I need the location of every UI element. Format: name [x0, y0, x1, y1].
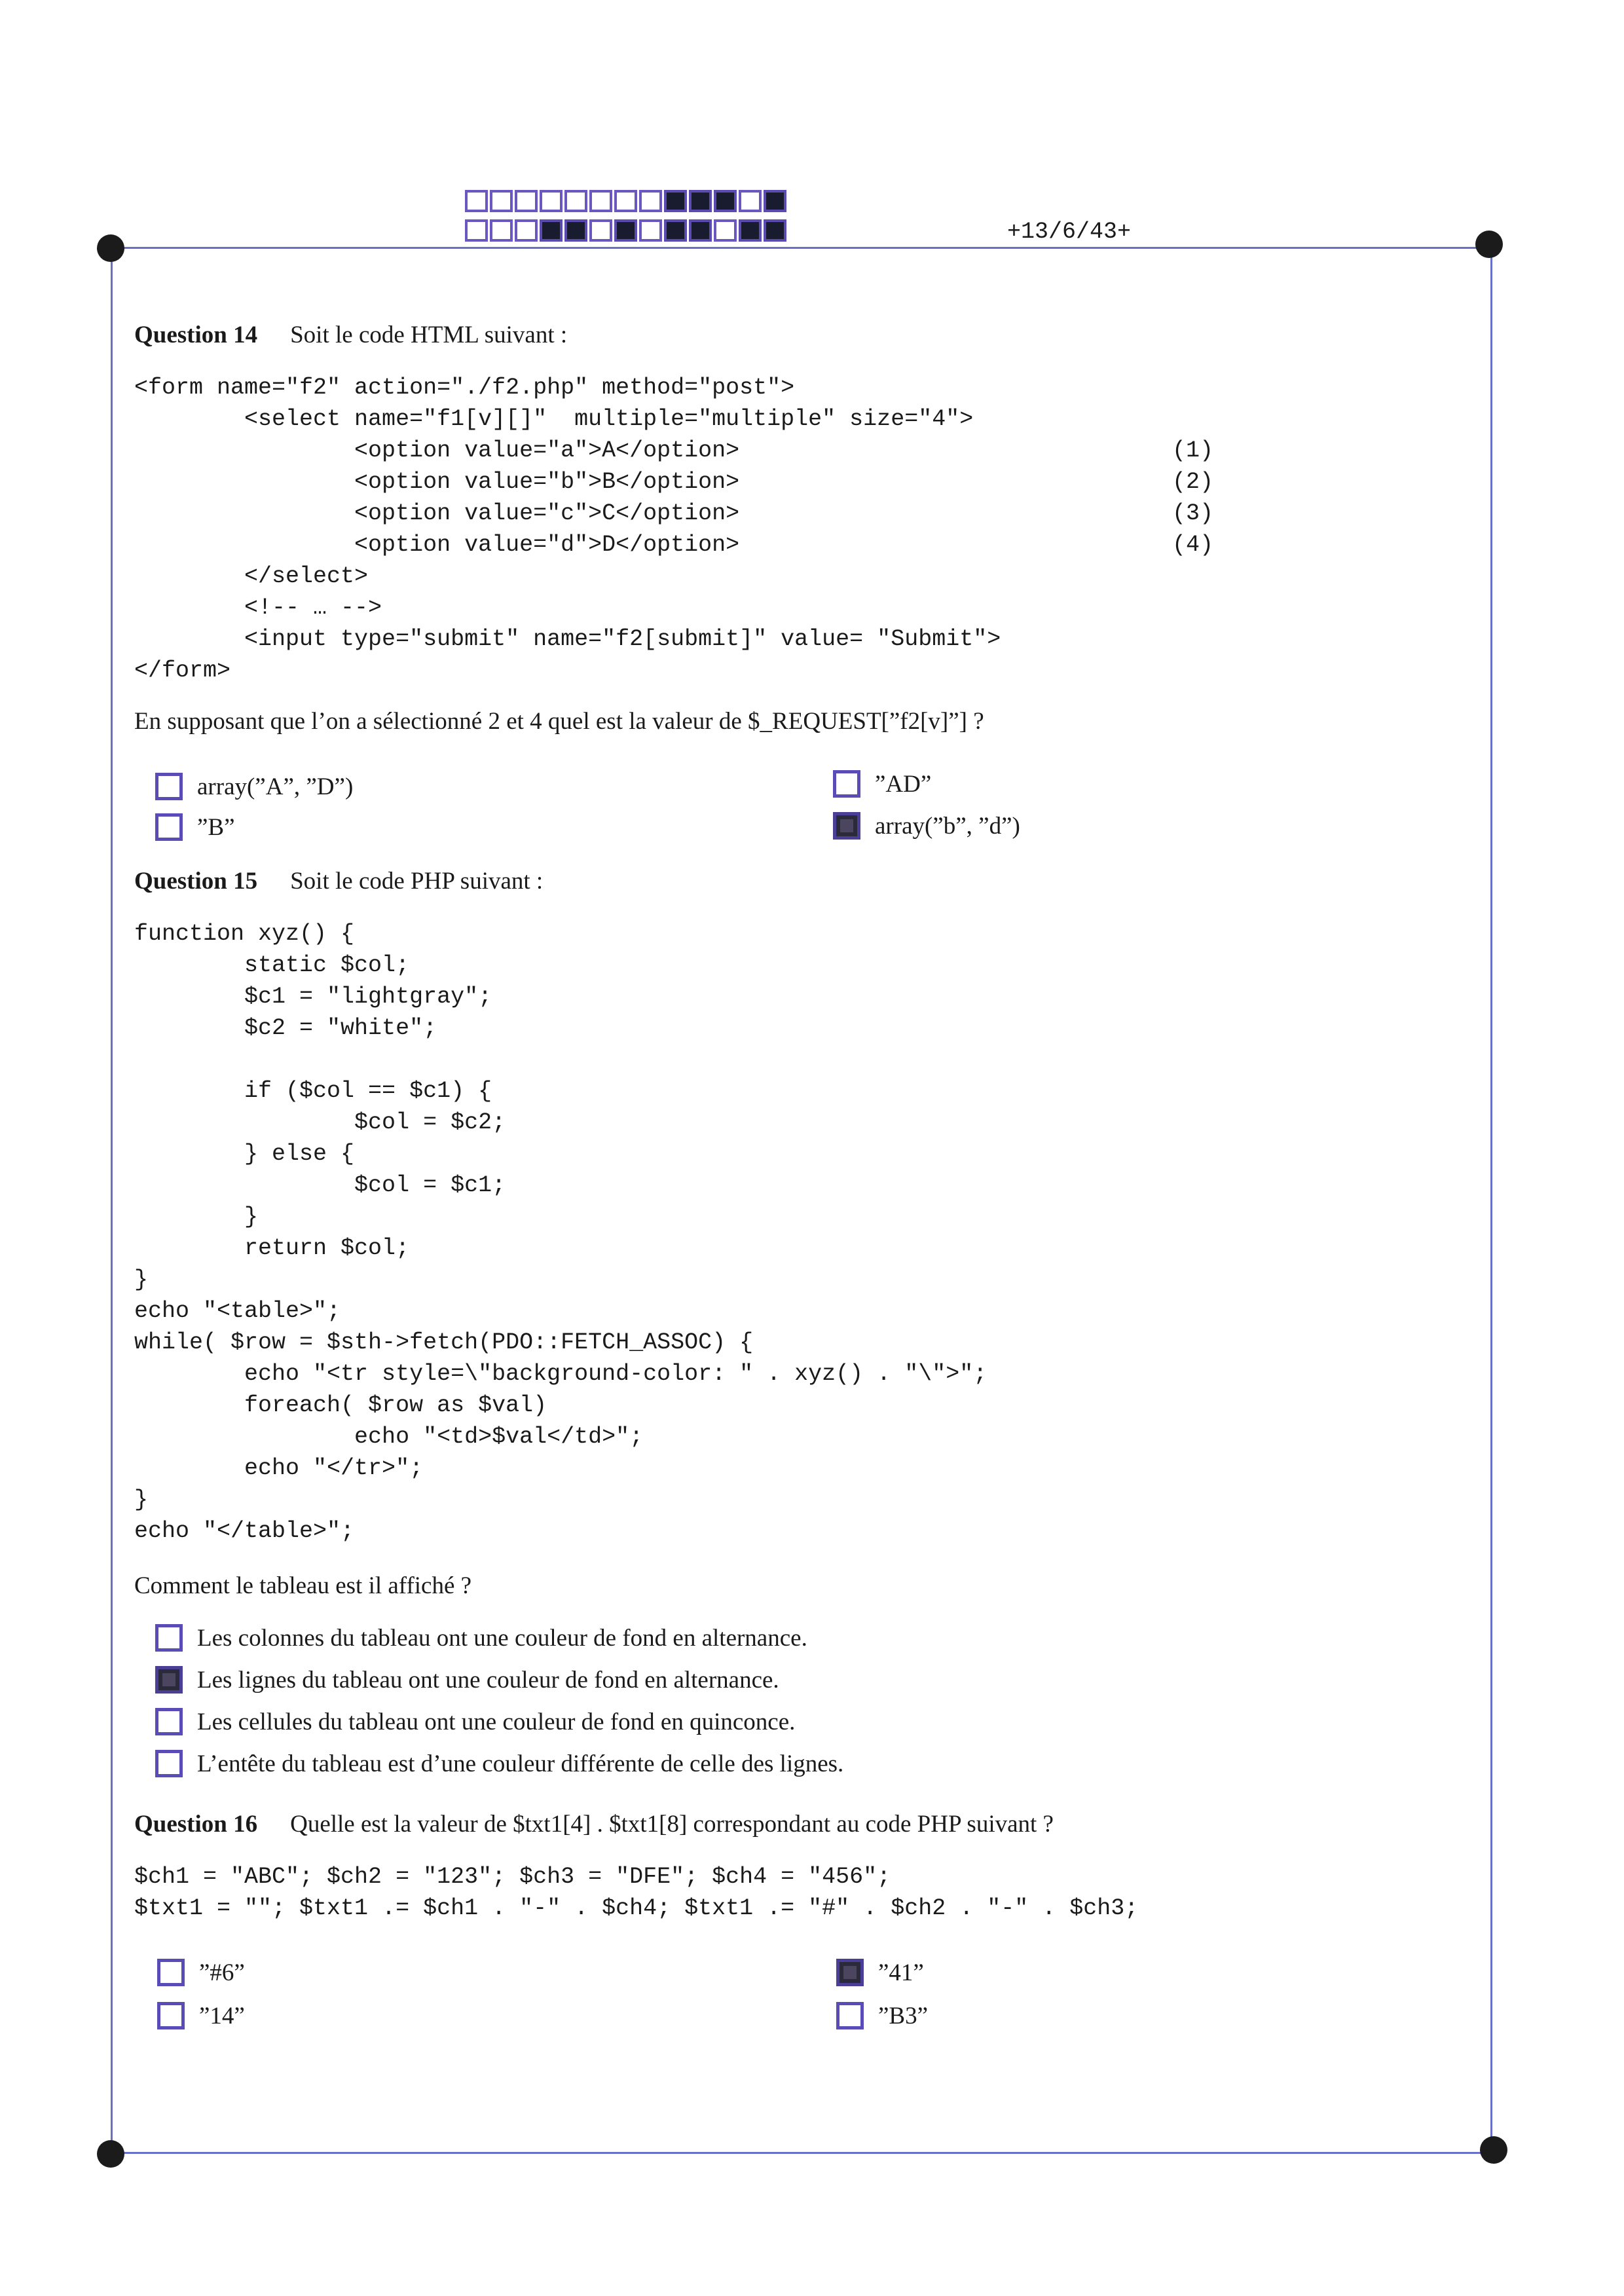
- question-14-code-line-6: <option value="d">D</option>: [134, 532, 740, 558]
- question-15-code-line-14: while( $row = $sth->fetch(PDO::FETCH_ASSOC) {: [134, 1329, 754, 1356]
- question-15-code-line-11: return $col;: [134, 1235, 410, 1261]
- barcode-row-1-cell-4: [540, 190, 563, 212]
- barcode-row-2-cell-10: [689, 219, 712, 242]
- barcode-row-1-cell-13: [764, 190, 786, 212]
- frame-left-line: [111, 249, 113, 2153]
- question-15-code-line-1: function xyz() {: [134, 921, 355, 947]
- barcode-row-2-cell-7: [614, 219, 637, 242]
- question-15-code-line-4: $c2 = "white";: [134, 1015, 437, 1041]
- question-15-prompt: Soit le code PHP suivant :: [290, 868, 544, 895]
- question-14-checkbox-c[interactable]: [833, 770, 860, 798]
- question-15-code-line-12: }: [134, 1267, 149, 1293]
- question-15-checkbox-a[interactable]: [155, 1624, 183, 1652]
- question-14-line-numbers: [1172, 435, 1213, 561]
- question-15-option-c-label: Les cellules du tableau ont une couleur de fond en quinconce.: [197, 1708, 796, 1735]
- barcode-row-2-cell-12: [739, 219, 762, 242]
- question-14-code-line-1: <form name="f2" action="./f2.php" method="post">: [134, 375, 795, 401]
- question-15-option-d-label: L’entête du tableau est d’une couleur différente de celle des lignes.: [197, 1750, 844, 1777]
- question-15-code-line-7: $col = $c2;: [134, 1109, 506, 1136]
- question-15-code-line-13: echo "<table>";: [134, 1298, 341, 1324]
- question-14-code-line-9: <input type="submit" name="f2[submit]" value= "Submit">: [134, 626, 1001, 652]
- question-16-checkbox-b[interactable]: [157, 2002, 185, 2029]
- barcode-row-2-cell-2: [490, 219, 513, 242]
- barcode-row-2-cell-4: [540, 219, 563, 242]
- question-15-code-line-18: echo "</tr>";: [134, 1455, 424, 1481]
- question-14-option-b[interactable]: [155, 811, 235, 843]
- question-15-label: Question 15: [134, 868, 258, 895]
- question-14-checkbox-b[interactable]: [155, 813, 183, 841]
- question-15-checkbox-c[interactable]: [155, 1708, 183, 1735]
- corner-mark-top-right: [1475, 231, 1503, 258]
- question-14-option-a[interactable]: [155, 770, 353, 803]
- question-14-code-line-4: <option value="b">B</option>: [134, 469, 740, 495]
- question-15-code-block: [134, 918, 987, 1547]
- question-15-text: Comment le tableau est il affiché ?: [134, 1572, 472, 1599]
- question-14-code-line-3: <option value="a">A</option>: [134, 437, 740, 464]
- barcode-row-2-cell-3: [515, 219, 538, 242]
- question-16-header: [134, 1812, 1054, 1836]
- question-14-line-number-4: (4): [1172, 532, 1214, 558]
- question-16-label: Question 16: [134, 1811, 258, 1838]
- question-16-option-b[interactable]: [157, 1999, 245, 2032]
- question-16-option-d[interactable]: [836, 1999, 928, 2032]
- question-14-code-line-2: <select name="f1[v][]" multiple="multiple" size="4">: [134, 406, 974, 432]
- question-16-option-a-label: ”#6”: [199, 1959, 245, 1986]
- question-15-code-line-16: foreach( $row as $val): [134, 1392, 547, 1418]
- question-15-code-line-17: echo "<td>$val</td>";: [134, 1424, 644, 1450]
- question-14-code-block: [134, 372, 1001, 686]
- barcode-row-2-cell-8: [639, 219, 662, 242]
- question-14-code-line-7: </select>: [134, 563, 369, 589]
- barcode-row-1: [465, 190, 786, 212]
- question-16-option-a[interactable]: [157, 1956, 245, 1989]
- question-15-code-line-10: }: [134, 1204, 259, 1230]
- page-code: +13/6/43+: [1007, 219, 1132, 245]
- question-14-option-c-label: ”AD”: [875, 770, 932, 798]
- question-14-label: Question 14: [134, 322, 258, 348]
- question-14-header: [134, 323, 567, 347]
- question-14-code-line-5: <option value="c">C</option>: [134, 500, 740, 527]
- frame-right-line: [1490, 249, 1492, 2153]
- barcode-row-2-cell-5: [564, 219, 587, 242]
- question-14-option-d[interactable]: [833, 809, 1020, 842]
- barcode-row-1-cell-1: [465, 190, 488, 212]
- question-15-code-line-20: echo "</table>";: [134, 1518, 355, 1544]
- question-16-code-line-1: $ch1 = "ABC"; $ch2 = "123"; $ch3 = "DFE"; $ch4 = "456";: [134, 1864, 891, 1890]
- question-15-code-line-9: $col = $c1;: [134, 1172, 506, 1198]
- question-15-code-line-5: [134, 1044, 987, 1075]
- barcode-row-1-cell-8: [639, 190, 662, 212]
- barcode-row-1-cell-3: [515, 190, 538, 212]
- barcode-row-1-cell-5: [564, 190, 587, 212]
- barcode-row-1-cell-11: [714, 190, 737, 212]
- question-16-code-line-2: $txt1 = ""; $txt1 .= $ch1 . "-" . $ch4; $txt1 .= "#" . $ch2 . "-" . $ch3;: [134, 1895, 1139, 1921]
- question-16-checkbox-c[interactable]: [836, 1959, 864, 1986]
- question-16-option-c[interactable]: [836, 1956, 924, 1989]
- question-15-option-c[interactable]: [155, 1705, 795, 1738]
- question-14-code-line-10: </form>: [134, 657, 231, 684]
- barcode-row-1-cell-7: [614, 190, 637, 212]
- question-14-checkbox-a[interactable]: [155, 773, 183, 800]
- question-15-code-line-6: if ($col == $c1) {: [134, 1078, 492, 1104]
- question-15-code-line-2: static $col;: [134, 952, 410, 978]
- question-15-code-line-8: } else {: [134, 1141, 355, 1167]
- barcode-row-2-cell-9: [664, 219, 687, 242]
- corner-mark-bottom-right: [1480, 2136, 1507, 2164]
- corner-mark-bottom-left: [97, 2140, 124, 2168]
- question-14-prompt: Soit le code HTML suivant :: [290, 322, 568, 348]
- frame-bottom-line: [111, 2152, 1494, 2154]
- question-15-code-line-15: echo "<tr style=\"background-color: " . xyz() . "\">";: [134, 1361, 987, 1387]
- question-16-option-c-label: ”41”: [878, 1959, 924, 1986]
- question-14-checkbox-d[interactable]: [833, 812, 860, 840]
- question-14-line-number-1: (1): [1172, 437, 1214, 464]
- question-15-checkbox-b[interactable]: [155, 1666, 183, 1694]
- question-15-option-b-label: Les lignes du tableau ont une couleur de fond en alternance.: [197, 1666, 779, 1694]
- question-14-text: En supposant que l’on a sélectionné 2 et 4 quel est la valeur de $_REQUEST[”f2[v]”] ?: [134, 708, 984, 735]
- corner-mark-top-left: [97, 234, 124, 262]
- question-14-option-d-label: array(”b”, ”d”): [875, 812, 1020, 840]
- question-15-code-line-3: $c1 = "lightgray";: [134, 984, 492, 1010]
- barcode-row-2: [465, 219, 786, 242]
- question-14-line-number-2: (2): [1172, 469, 1214, 495]
- question-15-option-a-label: Les colonnes du tableau ont une couleur de fond en alternance.: [197, 1624, 807, 1652]
- barcode-row-1-cell-6: [589, 190, 612, 212]
- question-15-header: [134, 869, 543, 893]
- question-16-checkbox-a[interactable]: [157, 1959, 185, 1986]
- question-14-option-b-label: ”B”: [197, 813, 235, 841]
- question-14-option-c[interactable]: [833, 768, 931, 800]
- question-14-line-number-3: (3): [1172, 500, 1214, 527]
- question-16-checkbox-d[interactable]: [836, 2002, 864, 2029]
- barcode-row-1-cell-12: [739, 190, 762, 212]
- question-14-option-a-label: array(”A”, ”D”): [197, 773, 354, 800]
- question-15-option-a[interactable]: [155, 1621, 807, 1654]
- barcode-row-2-cell-13: [764, 219, 786, 242]
- question-16-prompt: Quelle est la valeur de $txt1[4] . $txt1[8] correspondant au code PHP suivant ?: [290, 1811, 1054, 1838]
- barcode-row-2-cell-1: [465, 219, 488, 242]
- question-15-code-line-19: }: [134, 1487, 149, 1513]
- question-16-option-b-label: ”14”: [199, 2002, 245, 2029]
- question-14-code-line-8: <!-- … -->: [134, 595, 382, 621]
- barcode-row-1-cell-9: [664, 190, 687, 212]
- barcode-row-1-cell-10: [689, 190, 712, 212]
- barcode-row-1-cell-2: [490, 190, 513, 212]
- question-15-checkbox-d[interactable]: [155, 1750, 183, 1777]
- barcode-row-2-cell-11: [714, 219, 737, 242]
- question-15-option-b[interactable]: [155, 1663, 779, 1696]
- question-16-code-block: [134, 1861, 1138, 1924]
- question-16-option-d-label: ”B3”: [878, 2002, 929, 2029]
- frame-top-line: [111, 247, 1489, 249]
- question-15-option-d[interactable]: [155, 1747, 843, 1780]
- barcode-row-2-cell-6: [589, 219, 612, 242]
